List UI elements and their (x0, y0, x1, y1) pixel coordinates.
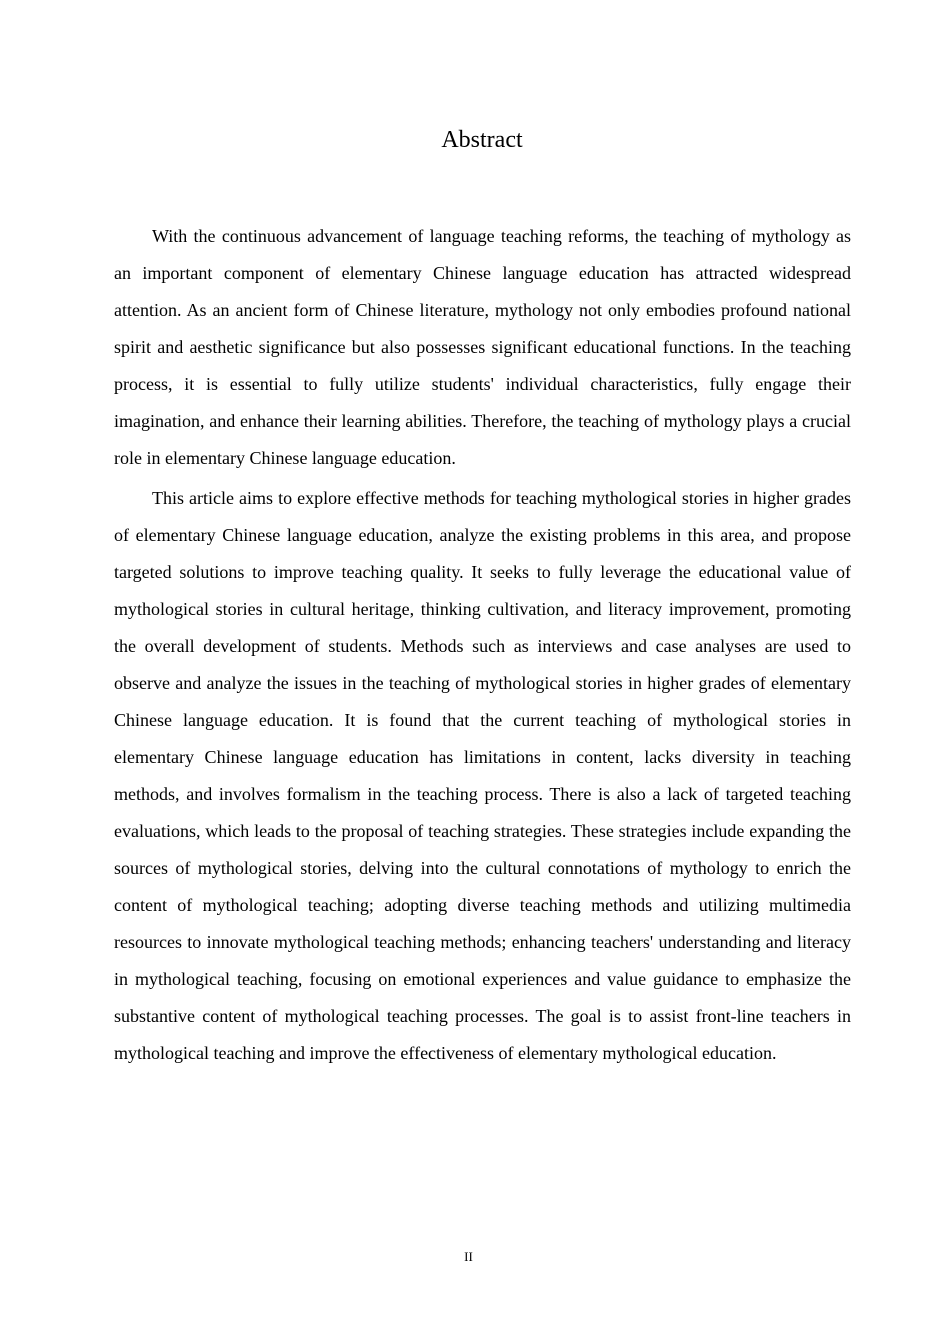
abstract-paragraph-2: This article aims to explore effective methods for teaching mythological stories in higher grades of elementary Chinese language education, analyze the existing problems in this area, and propose targeted solutions to improve teaching quality. It seeks to fully leverage the educational value of mythological stories in cultural heritage, thinking cultivation, and literacy improvement, promoting the overall development of students. Methods such as interviews and case analyses are used to observe and analyze the issues in the teaching of mythological stories in higher grades of elementary Chinese language education. It is found that the current teaching of mythological stories in elementary Chinese language education has limitations in content, lacks diversity in teaching methods, and involves formalism in the teaching process. There is also a lack of targeted teaching evaluations, which leads to the proposal of teaching strategies. These strategies include expanding the sources of mythological stories, delving into the cultural connotations of mythology to enrich the content of mythological teaching; adopting diverse teaching methods and utilizing multimedia resources to innovate mythological teaching methods; enhancing teachers' understanding and literacy in mythological teaching, focusing on emotional experiences and value guidance to emphasize the substantive content of mythological teaching processes. The goal is to assist front-line teachers in mythological teaching and improve the effectiveness of elementary mythological education. (114, 488, 851, 1063)
page-number: II (464, 1249, 473, 1264)
abstract-title: Abstract (441, 127, 523, 153)
abstract-body (114, 218, 851, 1075)
abstract-paragraph-1: With the continuous advancement of language teaching reforms, the teaching of mythology as an important component of elementary Chinese language education has attracted widespread attention. As an ancient form of Chinese literature, mythology not only embodies profound national spirit and aesthetic significance but also possesses significant educational functions. In the teaching process, it is essential to fully utilize students' individual characteristics, fully engage their imagination, and enhance their learning abilities. Therefore, the teaching of mythology plays a crucial role in elementary Chinese language education. (114, 226, 851, 468)
